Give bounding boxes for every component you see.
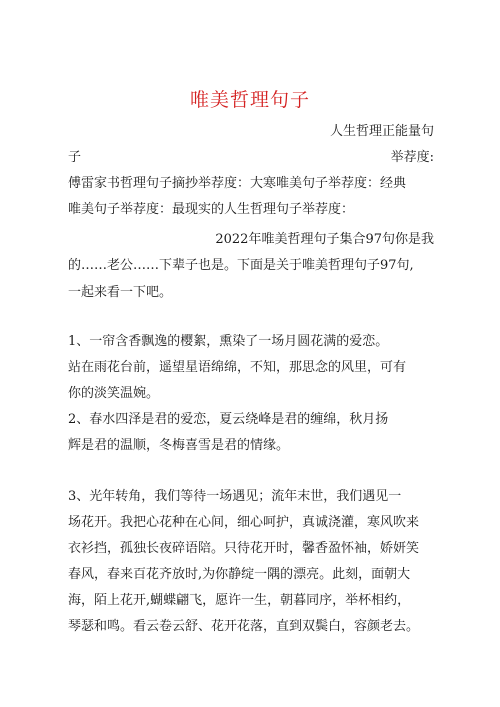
paragraph-3-line-1: 3、光年转角，我们等待一场遇见；流年末世，我们遇见一 xyxy=(68,489,402,504)
paragraph-3-line-4: 春风，春来百花齐放时,为你静绽一隅的漂亮。此刻，面朝大 xyxy=(68,567,411,582)
paragraph-3-line-3: 衣衫挡，孤独长夜碎语陪。只待花开时，馨香盈怀袖，娇妍笑 xyxy=(68,541,420,556)
document-title: 唯美哲理句子 xyxy=(189,89,310,111)
lead-line-3: 一起来看一下吧。 xyxy=(68,285,173,300)
paragraph-3-line-6: 琴瑟和鸣。看云卷云舒、花开花落，直到双鬓白，容颜老去。 xyxy=(68,619,420,634)
paragraph-1-line-2: 站在雨花台前，遥望星语绵绵，不知，那思念的风里，可有 xyxy=(68,360,407,375)
related-line-2: 唯美句子举荐度：最现实的人生哲理句子举荐度： xyxy=(68,202,355,217)
category-line-1: 人生哲理正能量句 xyxy=(329,124,434,139)
lead-line-1: 2022年唯美哲理句子集合97句你是我 xyxy=(215,232,434,247)
paragraph-1-line-1: 1、一帘含香飘逸的樱絮，熏染了一场月圆花满的爱恋。 xyxy=(68,334,389,349)
recommend-label: 举荐度: xyxy=(390,150,434,165)
category-recommend-row xyxy=(68,146,434,170)
paragraph-2-line-2: 辉是君的温顺，冬梅喜雪是君的情缘。 xyxy=(68,438,290,453)
paragraph-1-line-3: 你的淡笑温婉。 xyxy=(68,386,160,401)
paragraph-3-line-5: 海，陌上花开,蝴蝶翩飞，愿许一生，朝暮同序，举杯相约， xyxy=(68,593,411,608)
paragraph-2-line-1: 2、春水四泽是君的爱恋，夏云绕峰是君的缠绵，秋月扬 xyxy=(68,412,389,427)
related-line-1: 傅雷家书哲理句子摘抄举荐度：大寒唯美句子举荐度：经典 xyxy=(68,176,407,191)
lead-line-2: 的……老公……下辈子也是。下面是关于唯美哲理句子97句, xyxy=(68,258,414,273)
paragraph-3-line-2: 场花开。我把心花种在心间，细心呵护，真诚浇灌，寒风吹来 xyxy=(68,515,420,530)
category-line-2: 子 xyxy=(68,150,82,165)
